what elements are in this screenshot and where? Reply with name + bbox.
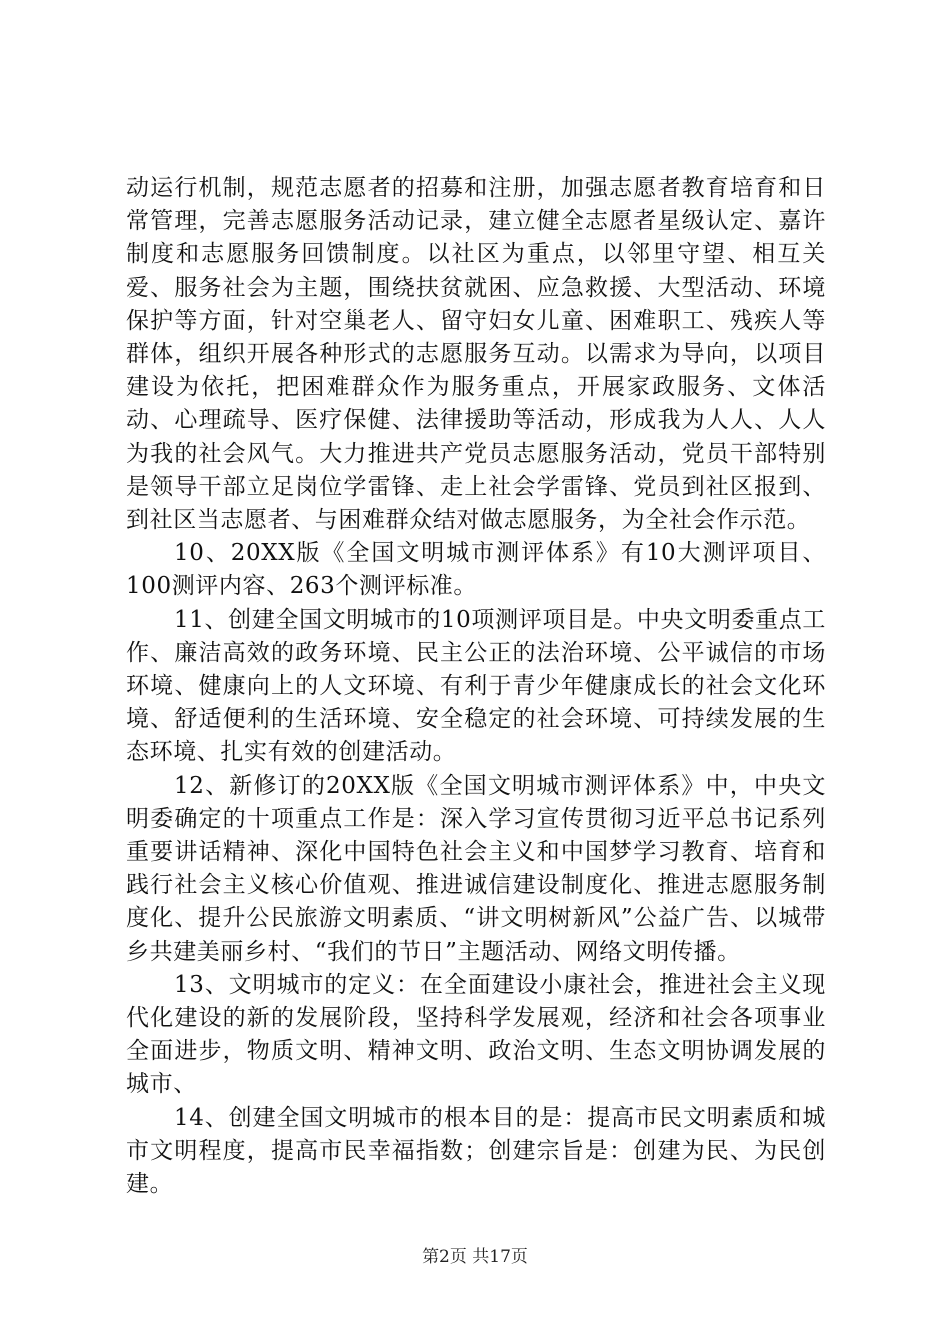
paragraph-item-13: 13、文明城市的定义：在全面建设小康社会，推进社会主义现代化建设的新的发展阶段，坚持科学发展观，经济和社会各项事业全面进步，物质文明、精神文明、政治文明、生态文明协调发展的城市、 [126,971,826,1098]
paragraph-item-11: 11、创建全国文明城市的10项测评项目是。中央文明委重点工作、廉洁高效的政务环境、民主公正的法治环境、公平诚信的市场环境、健康向上的人文环境、有利于青少年健康成长的社会文化环境、舒适便利的生活环境、安全稳定的社会环境、可持续发展的生态环境、扎实有效的创建活动。 [126,606,826,766]
paragraph-item-14: 14、创建全国文明城市的根本目的是：提高市民文明素质和城市文明程度，提高市民幸福指数；创建宗旨是：创建为民、为民创建。 [126,1104,826,1198]
paragraph-continuation: 动运行机制，规范志愿者的招募和注册，加强志愿者教育培育和日常管理，完善志愿服务活动记录，建立健全志愿者星级认定、嘉许制度和志愿服务回馈制度。以社区为重点，以邻里守望、相互关爱、服务社会为主题，围绕扶贫就困、应急救援、大型活动、环境保护等方面，针对空巢老人、留守妇女儿童、困难职工、残疾人等群体，组织开展各种形式的志愿服务互动。以需求为导向，以项目建设为依托，把困难群众作为服务重点，开展家政服务、文体活动、心理疏导、医疗保健、法律援助等活动，形成我为人人、人人为我的社会风气。大力推进共产党员志愿服务活动，党员干部特别是领导干部立足岗位学雷锋、走上社会学雷锋、党员到社区报到、到社区当志愿者、与困难群众结对做志愿服务，为全社会作示范。 [126,175,826,534]
page-number: 第2页 [422,1247,467,1267]
paragraph-item-12: 12、新修订的20XX版《全国文明城市测评体系》中，中央文明委确定的十项重点工作是：深入学习宣传贯彻习近平总书记系列重要讲话精神、深化中国特色社会主义和中国梦学习教育、培育和践行社会主义核心价值观、推进诚信建设制度化、推进志愿服务制度化、提升公民旅游文明素质、“讲文明树新风”公益广告、以城带乡共建美丽乡村、“我们的节日”主题活动、网络文明传播。 [126,772,826,965]
document-body [126,172,826,1201]
page-total: 共17页 [472,1247,528,1267]
paragraph-item-10: 10、20XX版《全国文明城市测评体系》有10大测评项目、100测评内容、263个测评标准。 [126,540,826,600]
page-footer [0,1242,950,1267]
